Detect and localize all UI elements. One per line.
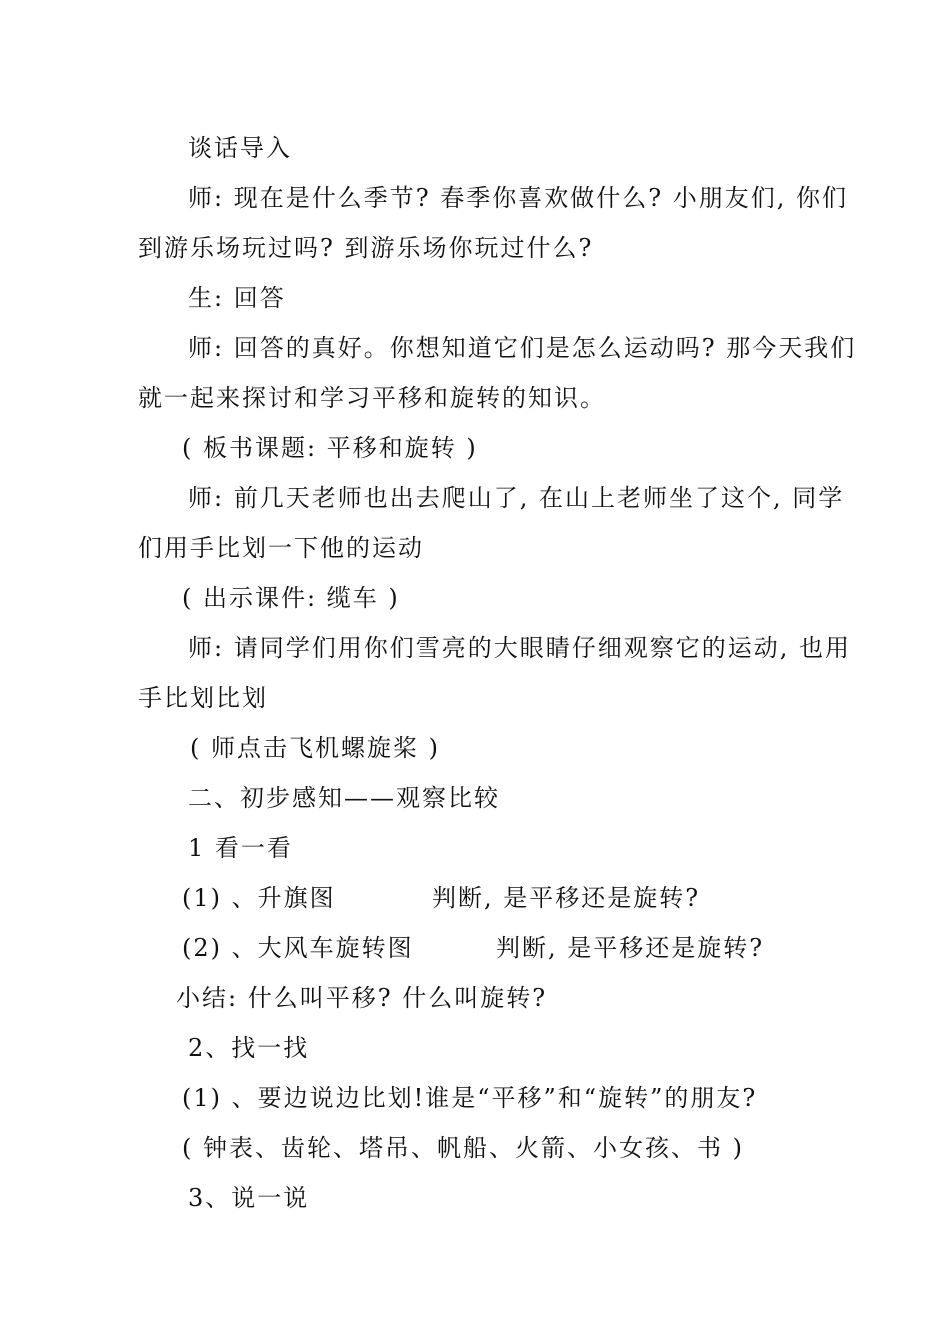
courseware-note: ( 出示课件: 缆车 ) <box>182 584 400 612</box>
item-1-heading: 1 看一看 <box>188 834 293 862</box>
paragraph-3-line-1: 师: 回答的真好。你想知道它们是怎么运动吗? 那今天我们 <box>188 334 857 362</box>
paragraph-7-line-2: 手比划比划 <box>138 684 268 712</box>
item-1-1-label: (1) 、升旗图 <box>182 884 336 912</box>
board-title-note: ( 板书课题: 平移和旋转 ) <box>182 434 478 462</box>
intro-heading: 谈话导入 <box>188 134 292 162</box>
propeller-note: ( 师点击飞机螺旋桨 ) <box>190 734 440 762</box>
paragraph-5-line-2: 们用手比划一下他的运动 <box>138 534 424 562</box>
paragraph-1-line-1: 师: 现在是什么季节? 春季你喜欢做什么? 小朋友们, 你们 <box>188 184 848 212</box>
paragraph-5-line-1: 师: 前几天老师也出去爬山了, 在山上老师坐了这个, 同学 <box>188 484 845 512</box>
summary-line: 小结: 什么叫平移? 什么叫旋转? <box>176 984 548 1012</box>
section-2-heading: 二、初步感知——观察比较 <box>188 784 500 812</box>
item-1-2-question: 判断, 是平移还是旋转? <box>496 934 765 962</box>
item-2-1: (1) 、要边说边比划!谁是“平移”和“旋转”的朋友? <box>182 1084 758 1112</box>
item-2-heading: 2、找一找 <box>188 1034 310 1062</box>
item-3-heading: 3、说一说 <box>188 1184 310 1212</box>
paragraph-7-line-1: 师: 请同学们用你们雪亮的大眼睛仔细观察它的运动, 也用 <box>188 634 851 662</box>
paragraph-1-line-2: 到游乐场玩过吗? 到游乐场你玩过什么? <box>138 234 594 262</box>
item-1-2-label: (2) 、大风车旋转图 <box>182 934 414 962</box>
item-1-1-question: 判断, 是平移还是旋转? <box>432 884 701 912</box>
paragraph-3-line-2: 就一起来探讨和学习平移和旋转的知识。 <box>138 384 606 412</box>
paragraph-2: 生: 回答 <box>188 284 286 312</box>
item-2-list: ( 钟表、齿轮、塔吊、帆船、火箭、小女孩、书 ) <box>182 1134 744 1162</box>
